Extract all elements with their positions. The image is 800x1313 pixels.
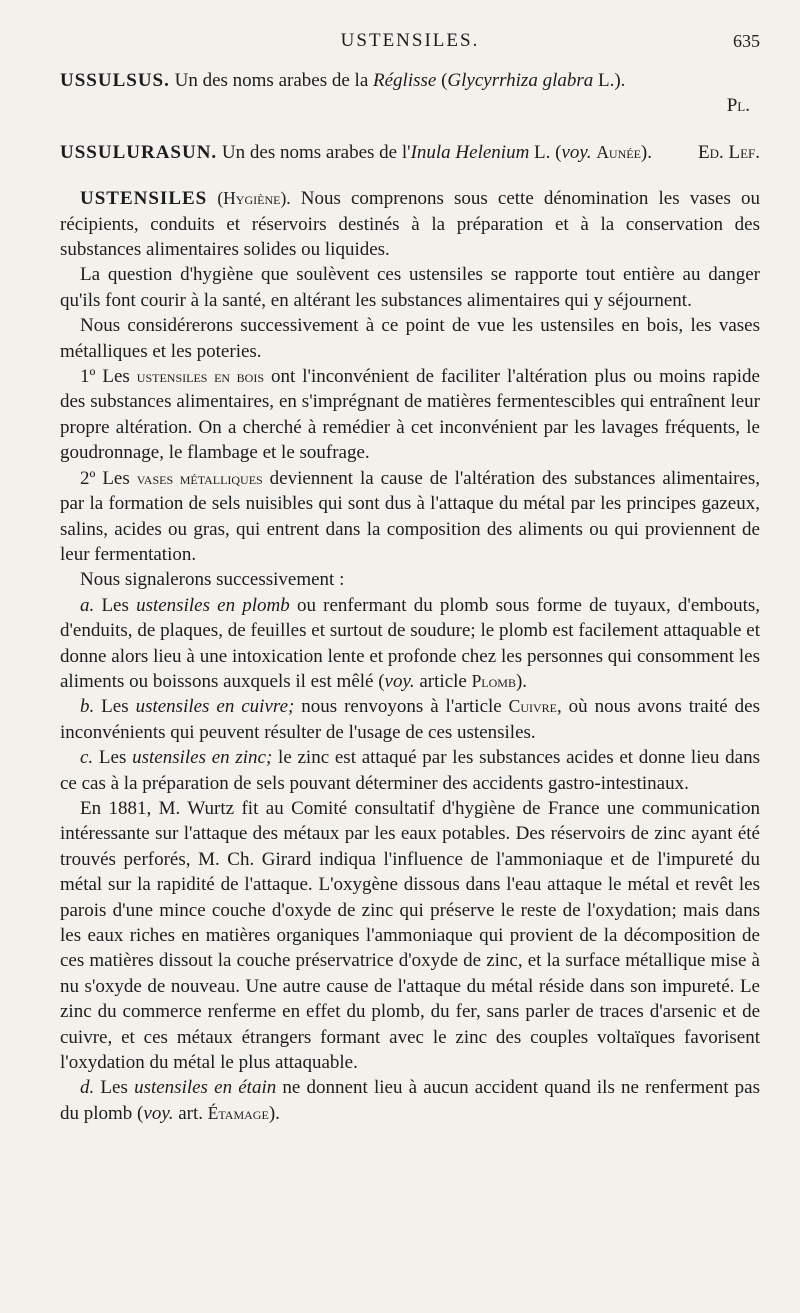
page-header [60,30,760,58]
paragraph: 1º Les ustensiles en bois ont l'inconvénient de faciliter l'altération plus ou moins rapide des substances alimentaires, en s'imprégnant de matières fermentescibles qui entraînent leur propre altération. On a cherché à remédier à cet inconvénient par les lavages fréquents, le goudronnage, le flambage et le soufrage. [60,366,760,464]
author-signature: Pl. [726,95,750,117]
entry-ussulsus [60,68,760,119]
paragraph: d. Les ustensiles en étain ne donnent lieu à aucun accident quand ils ne renferment pas du plomb (voy. art. Étamage). [60,1077,760,1124]
paragraph: a. Les ustensiles en plomb ou renfermant du plomb sous forme de tuyaux, d'embouts, d'enduits, de plaques, de feuilles et surtout de soudure; le plomb est facilement attaquable et donne alors lieu à une intoxication lente et profonde chez les personnes qui consomment les aliments ou boissons auxquels il est mêlé (voy. article Plomb). [60,594,760,692]
page-body [60,68,760,1147]
entry-ustensiles [60,186,760,1126]
paragraph: b. Les ustensiles en cuivre; nous renvoyons à l'article Cuivre, où nous avons traité des inconvénients qui peuvent résulter de l'usage de ces ustensiles. [60,696,760,743]
paragraph: USTENSILES (Hygiène). Nous comprenons sous cette dénomination les vases ou récipients, conduits et réservoirs destinés à la préparation et à la conservation des substances alimentaires solides ou liquides. [60,188,760,261]
paragraph: Nous considérerons successivement à ce point de vue les ustensiles en bois, les vases métalliques et les poteries. [60,315,760,362]
qualifier: (Hygiène). [217,188,291,209]
running-title: USTENSILES. [340,30,480,51]
paragraph: Nous signalerons successivement : [80,569,345,591]
entry-ussulurasun [60,140,760,165]
author-signature: Ed. Lef. [697,141,760,163]
paragraph: En 1881, M. Wurtz fit au Comité consultatif d'hygiène de France une communication intéressante sur l'attaque des métaux par les eaux potables. Des réservoirs de zinc ayant été trouvés perforés, M. Ch. Girard indiqua l'influence de l'ammoniaque et de l'impureté du métal sur la rapidité de l'attaque. L'oxygène dissous dans l'eau attaque le métal et revêt les parois d'une mince couche d'oxyde de zinc qui préserve le reste de l'oxydation; mais dans les eaux riches en matières organiques l'ammoniaque qui provient de la décomposition de ces matières dissout la couche préservatrice d'oxyde de zinc, et la surface métallique mise à nu s'oxyde de nouveau. Une autre cause de l'attaque du métal réside dans son impureté. Le zinc du commerce renferme en effet du plomb, du fer, sans parler de traces d'arsenic et de cuivre, et ces métaux étrangers formant avec le zinc des couples voltaïques favorisent l'oxydation du métal le plus attaquable. [60,797,760,1074]
headword: USSULURASUN. [60,141,218,163]
headword: USTENSILES [80,188,208,210]
entry-text: USSULURASUN. Un des noms arabes de l'Inula Helenium L. (voy. Aunée). Ed. Lef. [60,140,760,165]
paragraph: 2º Les vases métalliques deviennent la cause de l'altération des substances alimentaires, par la formation de sels nuisibles qui sont dus à l'attaque du métal par les principes gazeux, salins, acides ou gras, qui entrent dans la composition des aliments ou qui proviennent de leur fermentation. [60,467,761,565]
page-number: 635 [733,31,760,51]
headword: USSULSUS. [60,70,170,91]
paragraph: c. Les ustensiles en zinc; le zinc est attaqué par les substances acides et donne lieu dans ce cas à la préparation de sels pouvant déterminer des accidents gastro-intestinaux. [60,747,760,794]
entry-text: USSULSUS. Un des noms arabes de la Réglisse (Glycyrrhiza glabra L.). [60,70,626,91]
paragraph: La question d'hygiène que soulèvent ces ustensiles se rapporte tout entière au danger qu'ils font courir à la santé, en altérant les substances alimentaires qui y séjournent. [60,264,760,311]
